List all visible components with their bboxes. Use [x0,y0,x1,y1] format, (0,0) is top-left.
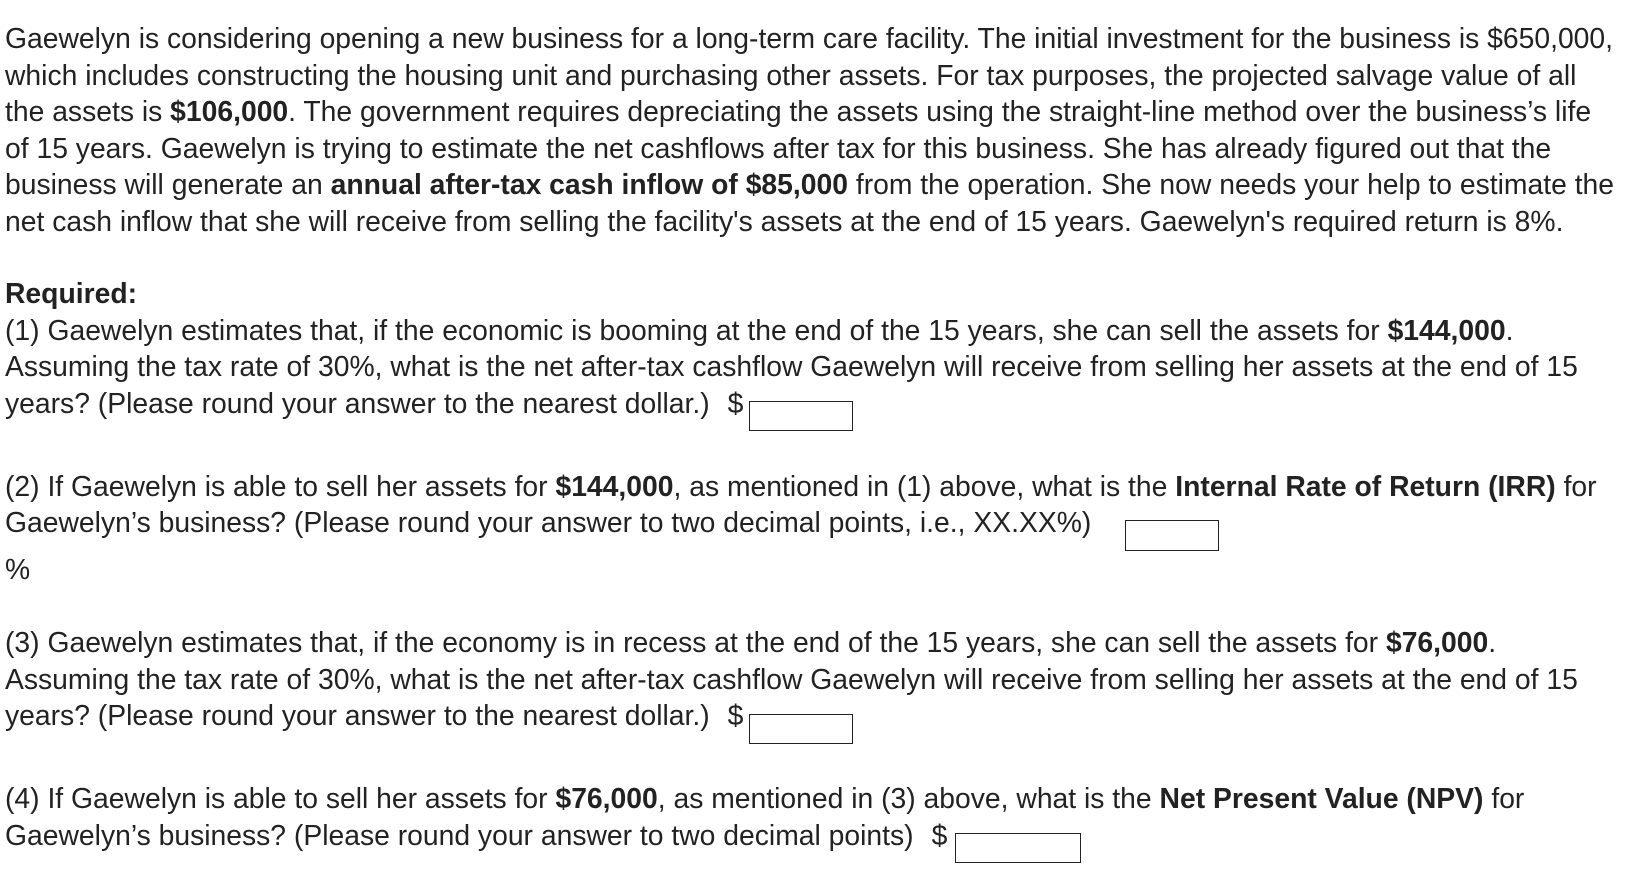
q3-dollar-sign: $ [727,699,744,731]
q2-irr-label: Internal Rate of Return (IRR) [1175,469,1556,502]
q4-text-3: for Gaewelyn’s business? (Please round your answer to two decimal points) [5,782,1525,851]
q1-dollar-sign: $ [727,386,744,419]
q3-answer-input[interactable] [749,714,853,744]
q3-sale-price: $76,000 [1385,626,1489,658]
q4-answer-input[interactable] [955,833,1081,863]
q1-answer-input[interactable] [749,401,853,431]
q4-npv-label: Net Present Value (NPV) [1159,782,1484,814]
question-2 [5,468,1615,588]
problem-intro [5,20,1615,239]
q2-text-1: (2) If Gaewelyn is able to sell her assets for [5,469,556,502]
q4-sale-price: $76,000 [555,782,658,814]
q2-text-3: for Gaewelyn’s business? (Please round your answer to two decimal points, i.e., XX.XX%) [5,469,1597,538]
q3-text-2: . Assuming the tax rate of 30%, what is the net after-tax cashflow Gaewelyn will receive from selling her assets at the end of 15 years? (Please round your answer to the nearest dollar.) [5,626,1578,731]
q1-sale-price: $144,000 [1387,313,1506,346]
intro-text-1: Gaewelyn is considering opening a new business for a long-term care facility. The initial investment for the business is $650,000, which includes constructing the housing unit and purchasing other assets. For tax purposes, the projected salvage value of all the assets is [5,22,1614,127]
q2-sale-price: $144,000 [555,469,674,502]
q1-text-2: . Assuming the tax rate of 30%, what is the net after-tax cashflow Gaewelyn will receive from selling her assets at the end of 15 years? (Please round your answer to the nearest dollar.) [5,313,1578,419]
q2-percent-sign: % [5,553,31,585]
intro-text-3: from the operation. She now needs your help to estimate the net cash inflow that she will receive from selling the facility's assets at the end of 15 years. Gaewelyn's required return is 8%. [5,168,1615,237]
q3-text-1: (3) Gaewelyn estimates that, if the economy is in recess at the end of the 15 years, she can sell the assets for [5,626,1386,658]
q2-answer-input[interactable] [1125,520,1219,551]
salvage-value: $106,000 [170,95,289,127]
q2-text-2: , as mentioned in (1) above, what is the [673,469,1176,502]
q4-dollar-sign: $ [931,818,948,851]
required-heading: Required: [5,277,138,309]
question-4 [5,780,1615,863]
question-1 [5,312,1615,432]
q4-text-2: , as mentioned in (3) above, what is the [657,782,1160,814]
q1-text-1: (1) Gaewelyn estimates that, if the economic is booming at the end of the 15 years, she can sell the assets for [5,313,1388,346]
question-3 [5,624,1615,744]
q4-text-1: (4) If Gaewelyn is able to sell her assets for [5,782,556,814]
intro-text-2: . The government requires depreciating the assets using the straight-line method over the business’s life of 15 years. Gaewelyn is trying to estimate the net cashflows after tax for this business. She has already figured out that the business will generate an [5,95,1592,200]
annual-cash-inflow: annual after-tax cash inflow of $85,000 [330,168,848,200]
